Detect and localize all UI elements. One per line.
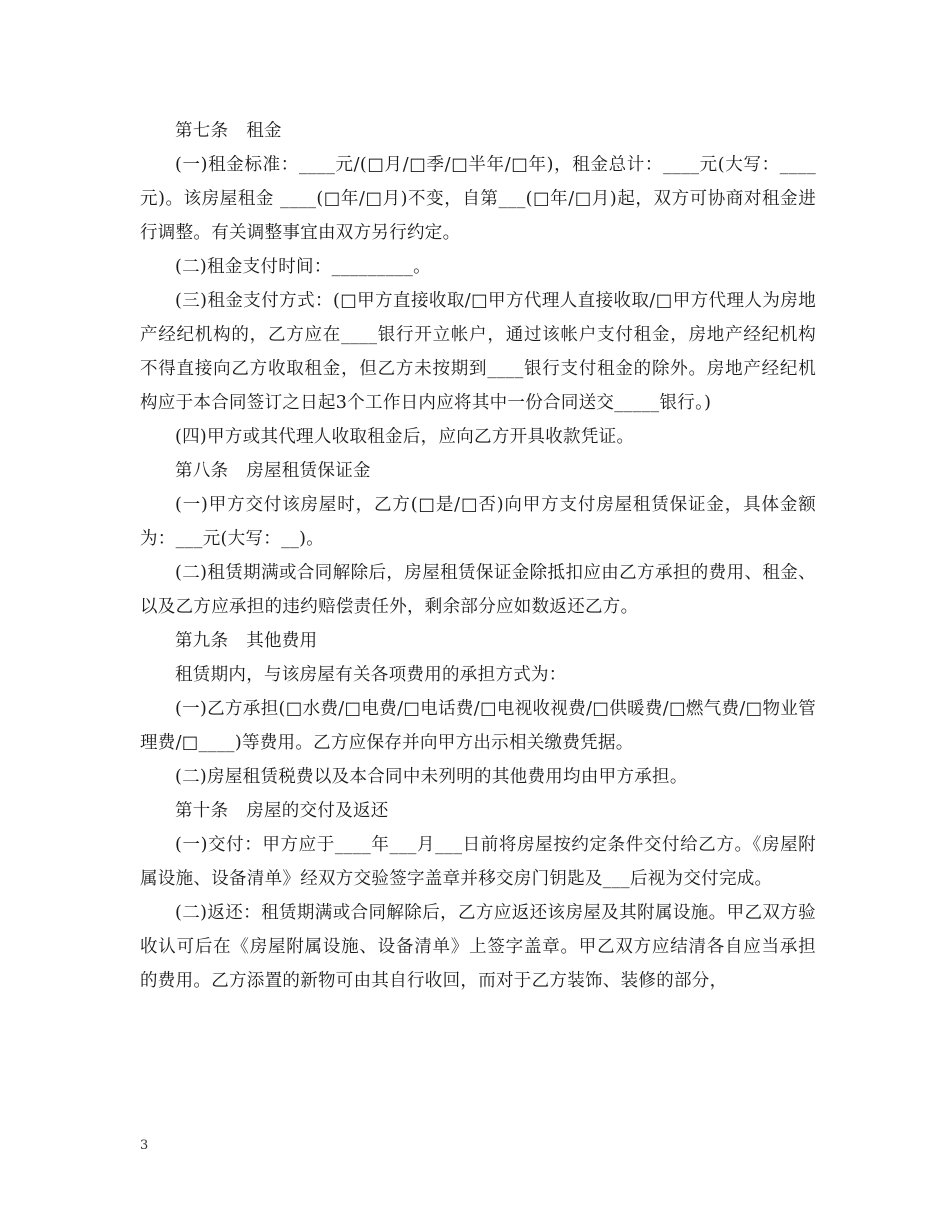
fees-intro: 租赁期内，与该房屋有关各项费用的承担方式为： <box>175 665 567 685</box>
rent-payment-method-clause: (三)租金支付方式：(□甲方直接收取/□甲方代理人直接收取/□甲方代理人为房地产经纪机构的，乙方应在____银行开立帐户，通过该帐户支付租金，房地产经纪机构不得直接向乙方收取租金，但乙方未按期到____银行支付租金的除外。房地产经纪机构应于本合同签订之日起3个工作日内应将其中一份合同送交_____银行。) <box>140 291 816 413</box>
rent-receipt-clause: (四)甲方或其代理人收取租金后，应向乙方开具收款凭证。 <box>175 427 635 447</box>
article-8-heading: 第八条 房屋租赁保证金 <box>175 461 371 481</box>
article-9-heading: 第九条 其他费用 <box>175 631 318 651</box>
deposit-payment-clause: (一)甲方交付该房屋时，乙方(□是/□否)向甲方支付房屋租赁保证金，具体金额为：___元(大写：__)。 <box>140 495 816 549</box>
landlord-fees-clause: (二)房屋租赁税费以及本合同中未列明的其他费用均由甲方承担。 <box>175 767 688 787</box>
return-clause: (二)返还：租赁期满或合同解除后，乙方应返还该房屋及其附属设施。甲乙双方验收认可后在《房屋附属设施、设备清单》上签字盖章。甲乙双方应结清各自应当承担的费用。乙方添置的新物可由其自行收回，而对于乙方装饰、装修的部分， <box>140 903 816 991</box>
article-10-heading: 第十条 房屋的交付及返还 <box>175 801 389 821</box>
rent-payment-time-clause: (二)租金支付时间：_________。 <box>175 257 431 277</box>
deposit-return-clause: (二)租赁期满或合同解除后，房屋租赁保证金除抵扣应由乙方承担的费用、租金、以及乙方应承担的违约赔偿责任外，剩余部分应如数返还乙方。 <box>140 563 816 617</box>
delivery-clause: (一)交付：甲方应于____年___月___日前将房屋按约定条件交付给乙方。《房屋附属设施、设备清单》经双方交验签字盖章并移交房门钥匙及___后视为交付完成。 <box>140 835 816 889</box>
tenant-fees-clause: (一)乙方承担(□水费/□电费/□电话费/□电视收视费/□供暖费/□燃气费/□物业管理费/□____)等费用。乙方应保存并向甲方出示相关缴费凭据。 <box>140 699 816 753</box>
document-body <box>140 114 816 998</box>
page-number: 3 <box>140 1138 149 1153</box>
article-7-heading: 第七条 租金 <box>175 121 282 141</box>
rent-standard-clause: (一)租金标准：____元/(□月/□季/□半年/□年)，租金总计：____元(大写：____元)。该房屋租金 ____(□年/□月)不变，自第___(□年/□月)起，双方可协商对租金进行调整。有关调整事宜由双方另行约定。 <box>140 155 816 243</box>
